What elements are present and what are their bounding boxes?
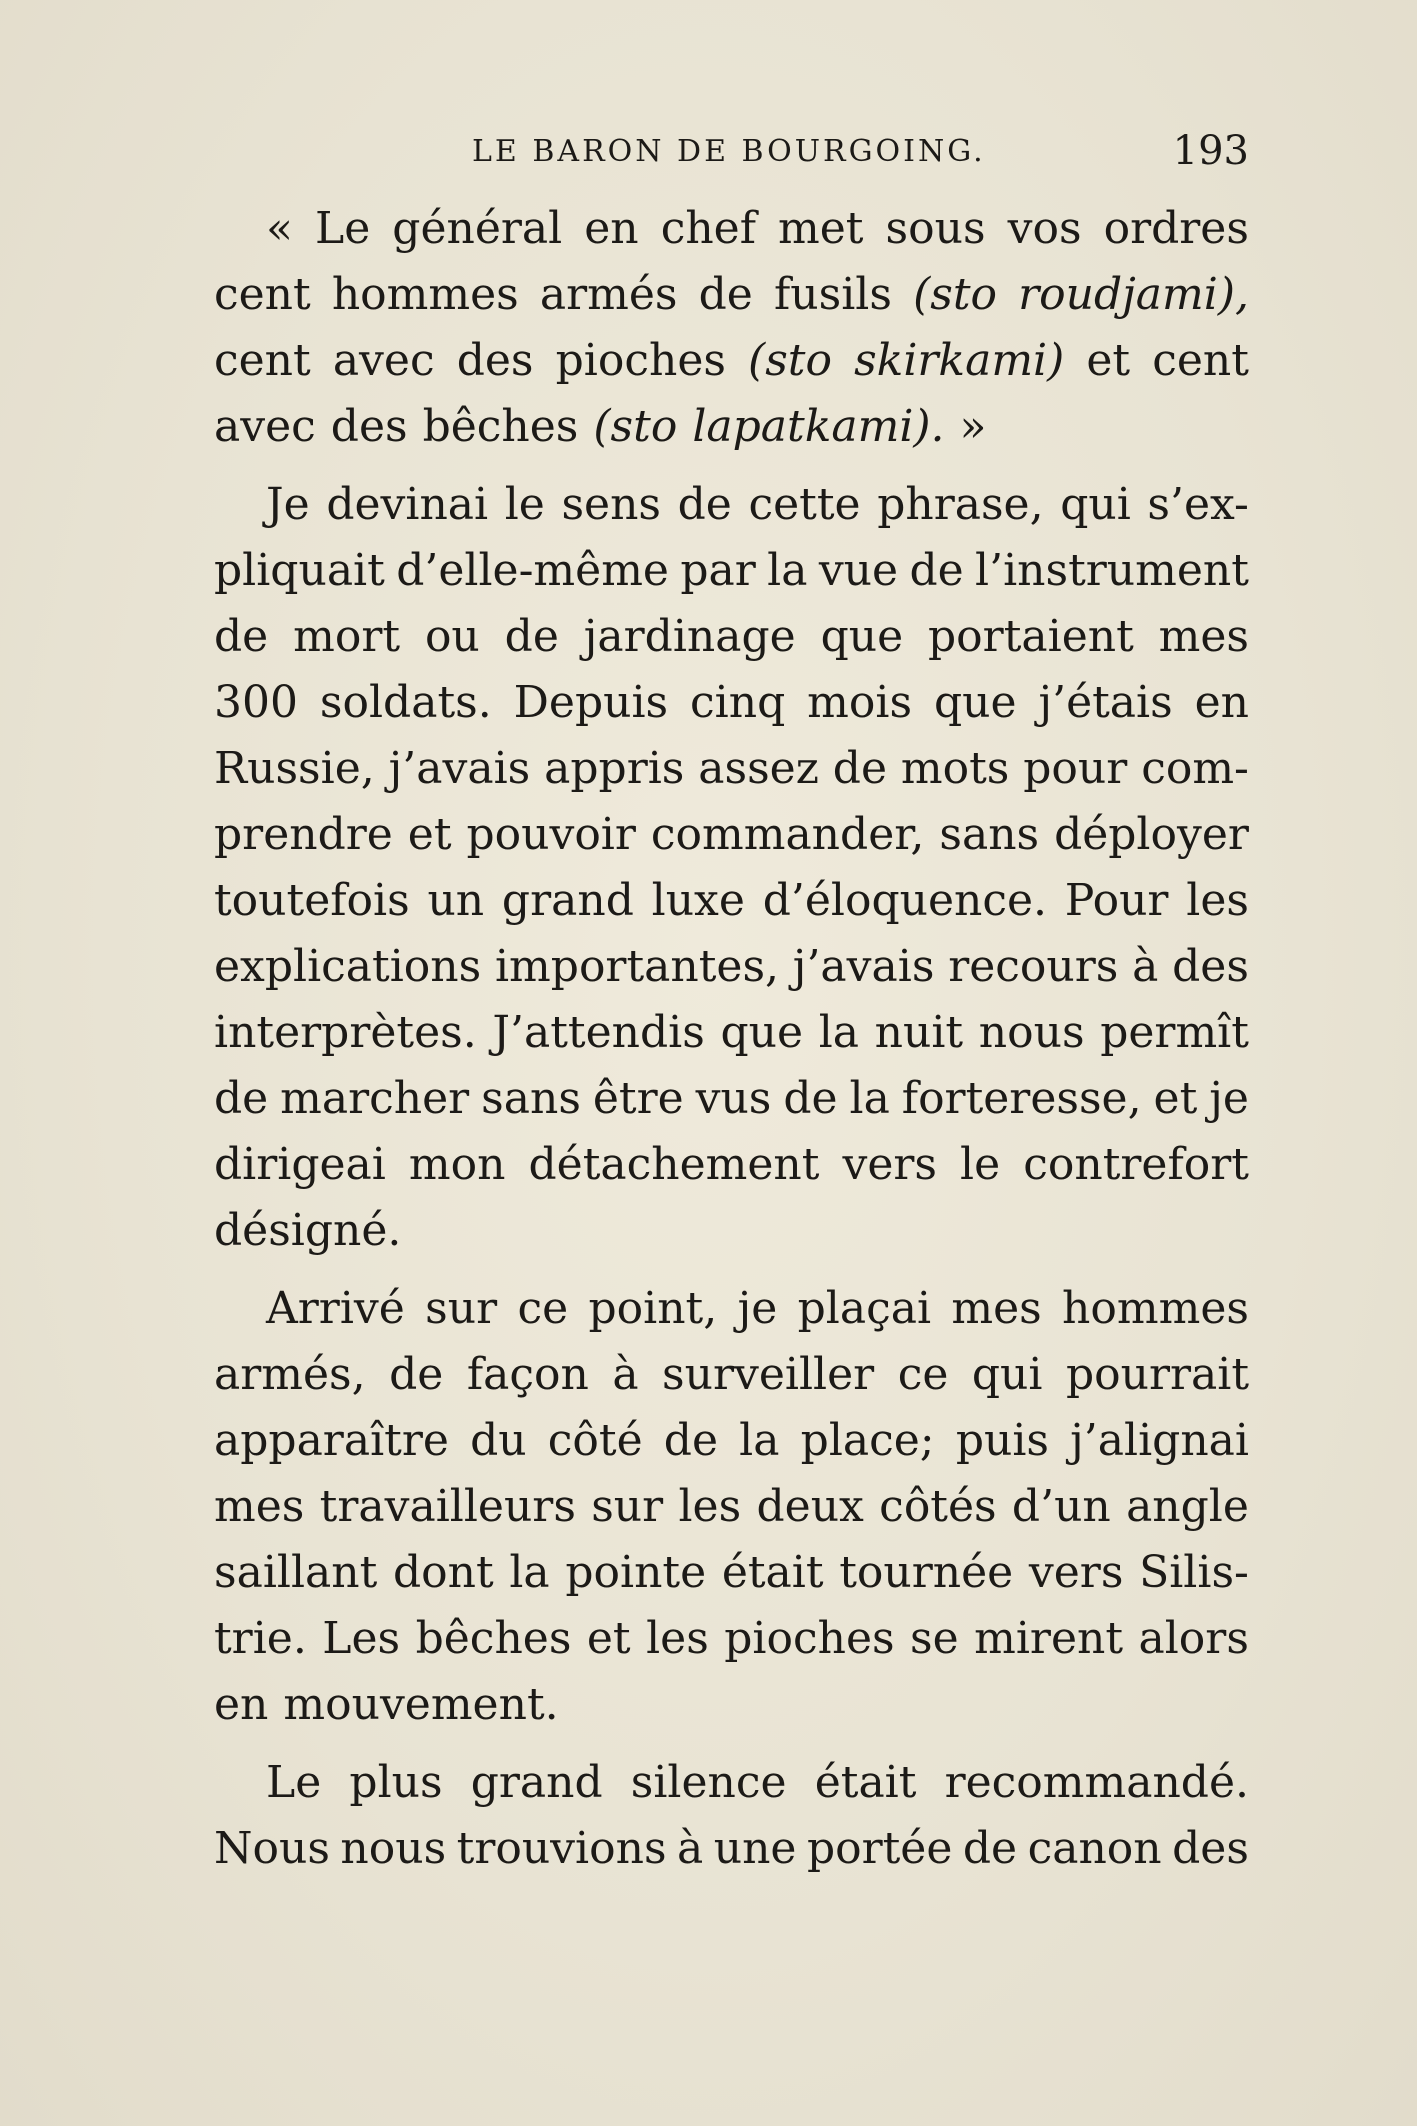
text-line	[214, 1066, 1249, 1132]
word: vers	[1028, 1547, 1124, 1598]
word: jardinage	[583, 611, 796, 662]
paragraph	[214, 196, 1249, 460]
word: importantes,	[494, 941, 780, 992]
text-line	[214, 604, 1249, 670]
word: grand	[470, 1757, 603, 1808]
word: mes	[214, 1481, 305, 1532]
word: armés	[539, 269, 678, 320]
word: de	[389, 1349, 444, 1400]
word: mort	[293, 611, 401, 662]
word: tournée	[839, 1547, 1014, 1598]
paragraph	[214, 1276, 1249, 1738]
word: et	[407, 809, 452, 860]
word: fusils	[774, 269, 892, 320]
text-line	[214, 868, 1249, 934]
word: silence	[630, 1757, 787, 1808]
word: plaçai	[797, 1283, 932, 1334]
word: ce	[897, 1349, 949, 1400]
text-line	[214, 1276, 1249, 1342]
word: se	[910, 1613, 959, 1664]
paragraph	[214, 1750, 1249, 1882]
word: travailleurs	[319, 1481, 576, 1532]
word: hommes	[1062, 1283, 1249, 1334]
word: un	[427, 875, 485, 926]
text-line	[214, 1672, 1249, 1738]
word: de	[832, 743, 887, 794]
word: à	[1132, 941, 1159, 992]
word: point,	[588, 1283, 718, 1334]
word: que	[820, 611, 904, 662]
word: J’attendis	[492, 1007, 705, 1058]
text-line	[214, 1132, 1249, 1198]
word: en	[584, 203, 639, 254]
word: nous	[340, 1823, 447, 1874]
word: pouvoir	[466, 809, 636, 860]
word: mois	[807, 677, 913, 728]
text-line	[214, 1816, 1249, 1882]
word: armés,	[214, 1349, 366, 1400]
word: en	[1194, 677, 1249, 728]
word: Pour	[1064, 875, 1169, 926]
word: de	[783, 1073, 838, 1124]
word: j’avais	[388, 743, 531, 794]
word: sans	[481, 1073, 581, 1124]
word: lapatkami).	[692, 401, 945, 452]
word: (sto	[748, 335, 832, 386]
word: Silis-	[1139, 1547, 1249, 1598]
word: mon	[408, 1139, 506, 1190]
word: canon	[1027, 1823, 1162, 1874]
text-line	[214, 328, 1249, 394]
text-line	[214, 1750, 1249, 1816]
word: l’instrument	[975, 545, 1249, 596]
word: qui	[1060, 479, 1131, 530]
page-number: 193	[1172, 128, 1249, 174]
word: dont	[392, 1547, 494, 1598]
word: permît	[1100, 1007, 1249, 1058]
word: d’un	[1011, 1481, 1111, 1532]
word: j’avais	[792, 941, 935, 992]
word: avec	[332, 335, 435, 386]
word: Le	[314, 203, 371, 254]
word: appris	[544, 743, 685, 794]
text-line	[214, 802, 1249, 868]
word: Nous	[214, 1823, 330, 1874]
word: »	[959, 401, 987, 452]
word: la	[739, 1415, 780, 1466]
word: (sto	[593, 401, 678, 452]
text-line	[214, 1408, 1249, 1474]
word: pioches	[555, 335, 726, 386]
word: que	[933, 677, 1017, 728]
running-title: LE BARON DE BOURGOING.	[472, 134, 986, 169]
word: roudjami),	[1018, 269, 1249, 320]
word: nous	[978, 1007, 1085, 1058]
word: trie.	[214, 1613, 307, 1664]
word: des	[456, 335, 534, 386]
word: une	[713, 1823, 797, 1874]
word: était	[721, 1547, 824, 1598]
word: bêches	[415, 1613, 572, 1664]
word: angle	[1126, 1481, 1249, 1532]
word: commander,	[650, 809, 925, 860]
text-line	[214, 934, 1249, 1000]
word: skirkami)	[854, 335, 1065, 386]
word: en	[214, 1679, 269, 1730]
word: soldats.	[319, 677, 492, 728]
word: apparaître	[214, 1415, 449, 1466]
word: je	[737, 1283, 778, 1334]
text-line	[214, 1000, 1249, 1066]
word: de	[214, 611, 269, 662]
word: devinai	[326, 479, 489, 530]
word: luxe	[651, 875, 745, 926]
word: côtés	[879, 1481, 997, 1532]
running-head	[214, 128, 1249, 184]
word: les	[678, 1481, 742, 1532]
paragraph-gap	[214, 1264, 1249, 1276]
word: à	[677, 1823, 704, 1874]
text-line	[214, 1198, 1249, 1264]
word: chef	[660, 203, 756, 254]
word: cette	[748, 479, 861, 530]
word: cinq	[690, 677, 786, 728]
word: saillant	[214, 1547, 378, 1598]
word: et	[586, 1613, 631, 1664]
word: mouvement.	[283, 1679, 559, 1730]
text-line	[214, 472, 1249, 538]
word: pioches	[724, 1613, 895, 1664]
word: à	[612, 1349, 639, 1400]
word: de	[663, 1415, 718, 1466]
word: mots	[900, 743, 1010, 794]
text-line	[214, 196, 1249, 262]
word: forteresse,	[901, 1073, 1142, 1124]
word: avec	[214, 401, 316, 452]
word: de	[214, 1073, 269, 1124]
word: j’étais	[1038, 677, 1173, 728]
word: Depuis	[513, 677, 669, 728]
word: contrefort	[1023, 1139, 1249, 1190]
word: pour	[1023, 743, 1128, 794]
word: assez	[698, 743, 819, 794]
paragraph-gap	[214, 460, 1249, 472]
word: du	[470, 1415, 527, 1466]
word: vue	[818, 545, 899, 596]
word: puis	[955, 1415, 1049, 1466]
word: sur	[425, 1283, 498, 1334]
word: recommandé.	[944, 1757, 1249, 1808]
word: la	[767, 545, 808, 596]
word: de	[677, 479, 732, 530]
word: Le	[266, 1757, 322, 1808]
word: les	[646, 1613, 709, 1664]
word: vers	[842, 1139, 937, 1190]
word: des	[330, 401, 408, 452]
paragraph	[214, 472, 1249, 1264]
word: deux	[756, 1481, 864, 1532]
word: détachement	[528, 1139, 820, 1190]
word: par	[680, 545, 756, 596]
word: ce	[517, 1283, 569, 1334]
word: met	[778, 203, 864, 254]
word: cent	[214, 335, 311, 386]
word: ordres	[1103, 203, 1249, 254]
word: la	[509, 1547, 550, 1598]
word: sans	[939, 809, 1040, 860]
word: 300	[214, 677, 298, 728]
word: dirigeai	[214, 1139, 386, 1190]
word: Je	[266, 479, 310, 530]
word: sur	[591, 1481, 664, 1532]
word: qui	[971, 1349, 1043, 1400]
word: bêches	[422, 401, 579, 452]
paragraph-gap	[214, 1738, 1249, 1750]
word: de	[698, 269, 753, 320]
word: cent	[1152, 335, 1249, 386]
text-line	[214, 394, 1249, 460]
word: sens	[561, 479, 662, 530]
word: d’elle-même	[396, 545, 669, 596]
word: j’alignai	[1070, 1415, 1249, 1466]
word: les	[1186, 875, 1249, 926]
word: pliquait	[214, 545, 385, 596]
word: être	[592, 1073, 684, 1124]
text-line	[214, 538, 1249, 604]
word: de	[504, 611, 559, 662]
word: trouvions	[456, 1823, 667, 1874]
word: toutefois	[214, 875, 410, 926]
word: désigné.	[214, 1205, 402, 1256]
word: vus	[695, 1073, 772, 1124]
word: mes	[1158, 611, 1249, 662]
word: plus	[349, 1757, 443, 1808]
word: je	[1209, 1073, 1249, 1124]
body-text	[214, 196, 1249, 1882]
word: surveiller	[662, 1349, 875, 1400]
word: place;	[800, 1415, 935, 1466]
text-line	[214, 1540, 1249, 1606]
word: (sto	[913, 269, 997, 320]
word: Russie,	[214, 743, 375, 794]
word: cent	[214, 269, 311, 320]
word: de	[909, 545, 964, 596]
word: portée	[806, 1823, 953, 1874]
word: Arrivé	[266, 1283, 405, 1334]
word: com-	[1141, 743, 1249, 794]
word: vos	[1007, 203, 1082, 254]
word: façon	[466, 1349, 589, 1400]
word: sous	[885, 203, 986, 254]
text-line	[214, 262, 1249, 328]
word: prendre	[214, 809, 393, 860]
word: portaient	[928, 611, 1134, 662]
word: explications	[214, 941, 482, 992]
text-line	[214, 736, 1249, 802]
word: des	[1172, 1823, 1249, 1874]
word: marcher	[280, 1073, 470, 1124]
word: et	[1086, 335, 1131, 386]
word: pointe	[565, 1547, 707, 1598]
text-line	[214, 670, 1249, 736]
word: hommes	[331, 269, 519, 320]
word: des	[1172, 941, 1249, 992]
text-line	[214, 1474, 1249, 1540]
text-line	[214, 1342, 1249, 1408]
word: et	[1153, 1073, 1198, 1124]
word: déployer	[1054, 809, 1249, 860]
word: s’ex-	[1147, 479, 1249, 530]
word: mes	[951, 1283, 1042, 1334]
word: était	[814, 1757, 917, 1808]
word: interprètes.	[214, 1007, 477, 1058]
word: de	[962, 1823, 1018, 1874]
word: la	[849, 1073, 890, 1124]
word: grand	[501, 875, 634, 926]
word: le	[960, 1139, 1001, 1190]
word: nuit	[874, 1007, 964, 1058]
word: phrase,	[877, 479, 1044, 530]
word: alors	[1138, 1613, 1249, 1664]
word: ou	[424, 611, 480, 662]
word: général	[392, 203, 563, 254]
word: côté	[547, 1415, 643, 1466]
word: que	[720, 1007, 804, 1058]
word: Les	[322, 1613, 401, 1664]
word: pourrait	[1065, 1349, 1249, 1400]
word: mirent	[974, 1613, 1124, 1664]
word: la	[818, 1007, 859, 1058]
word: le	[504, 479, 545, 530]
word: «	[266, 203, 293, 254]
word: recours	[948, 941, 1119, 992]
text-line	[214, 1606, 1249, 1672]
word: d’éloquence.	[762, 875, 1047, 926]
